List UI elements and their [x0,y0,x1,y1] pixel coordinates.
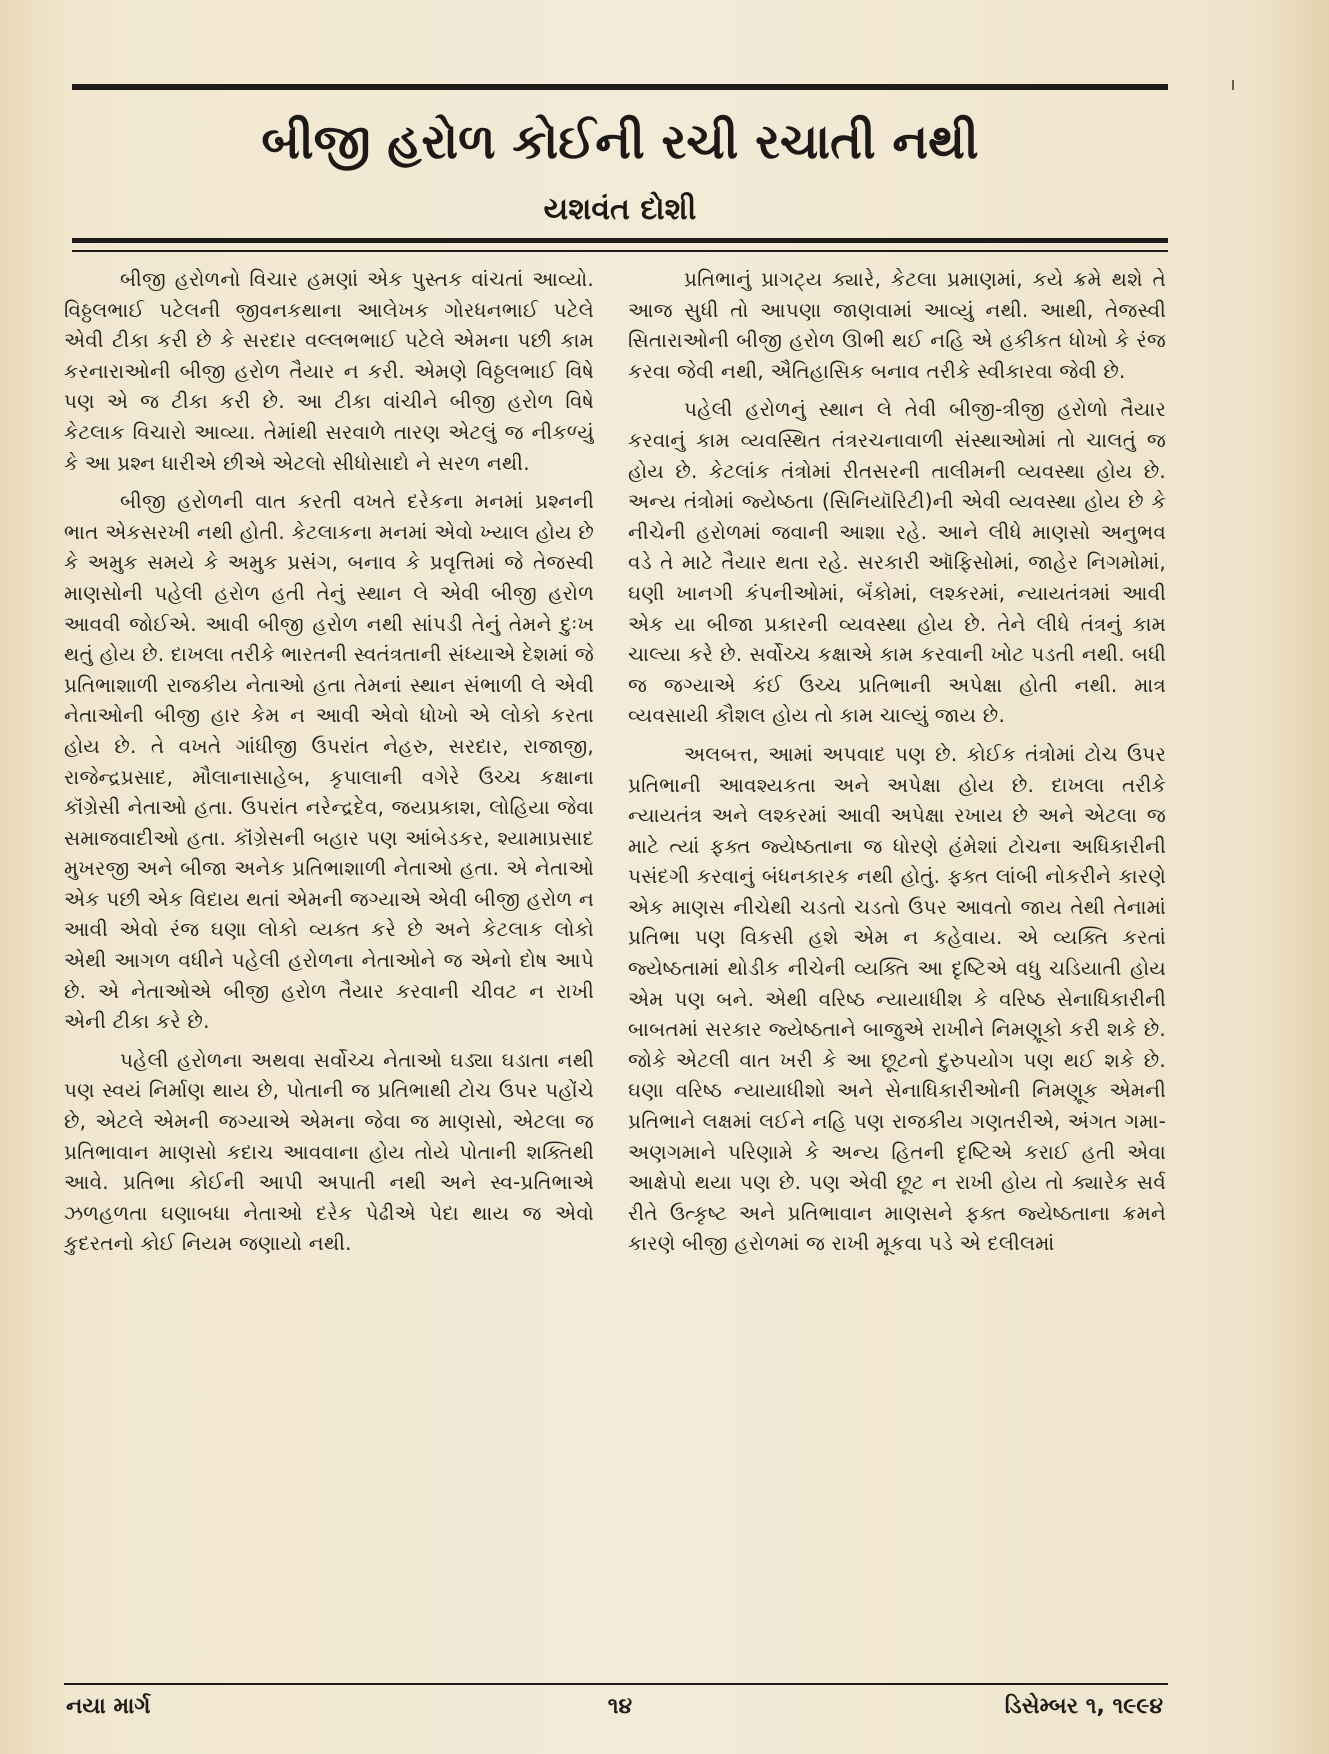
top-rule [72,84,1168,90]
author-byline: યશવંત દોશી [543,192,697,227]
publication-name: નયા માર્ગ [66,1694,151,1719]
paragraph: પહેલી હરોળના અથવા સર્વોચ્ચ નેતાઓ ઘડ્યા ઘડાતા નથી પણ સ્વયં નિર્માણ થાય છે, પોતાની જ પ્રતિભાથી ટોચ ઉપર પહોંચે છે, એટલે એમની જગ્યાએ એમના જેવા જ માણસો, એટલા જ પ્રતિભાવાન માણસો કદાચ આવવાના હોય તોયે પોતાની શક્તિથી આવે. પ્રતિભા કોઈની આપી અપાતી નથી અને સ્વ-પ્રતિભાએ ઝળહળતા ઘણાબધા નેતાઓ દરેક પેઢીએ પેદા થાય જ એવો કુદરતનો કોઈ નિયમ જણાયો નથી. [64,1047,594,1256]
paragraph: પહેલી હરોળનું સ્થાન લે તેવી બીજી-ત્રીજી હરોળો તૈયાર કરવાનું કામ વ્યવસ્થિત તંત્રરચનાવાળી સંસ્થાઓમાં તો ચાલતું જ હોય છે. કેટલાંક તંત્રોમાં રીતસરની તાલીમની વ્યવસ્થા હોય છે. અન્ય તંત્રોમાં જ્યેષ્ઠતા (સિનિયૉરિટી)ની એવી વ્યવસ્થા હોય છે કે નીચેની હરોળમાં જવાની આશા રહે. આને લીધે માણસો અનુભવ વડે તે માટે તૈયાર થતા રહે. સરકારી ઑફિસોમાં, જાહેર નિગમોમાં, ઘણી ખાનગી કંપનીઓમાં, બૅંકોમાં, લશ્કરમાં, ન્યાયતંત્રમાં આવી એક યા બીજા પ્રકારની વ્યવસ્થા હોય છે. તેને લીધે તંત્રનું કામ ચાલ્યા કરે છે. સર્વોચ્ચ કક્ષાએ કામ કરવાની ખોટ પડતી નથી. બધી જ જગ્યાએ કંઈ ઉચ્ચ પ્રતિભાની અપેક્ષા હોતી નથી. માત્ર વ્યવસાયી કૌશલ હોય તો કામ ચાલ્યું જાય છે. [628,397,1166,728]
footer-rule [64,1683,1168,1685]
paragraph: બીજી હરોળનો વિચાર હમણાં એક પુસ્તક વાંચતાં આવ્યો. વિઠ્ઠલભાઈ પટેલની જીવનકથાના આલેખક ગોરધનભાઈ પટેલે એવી ટીકા કરી છે કે સરદાર વલ્લભભાઈ પટેલે એમના પછી કામ કરનારાઓની બીજી હરોળ તૈયાર ન કરી. એમણે વિઠ્ઠલભાઈ વિષે પણ એ જ ટીકા કરી છે. આ ટીકા વાંચીને બીજી હરોળ વિષે કેટલાક વિચારો આવ્યા. તેમાંથી સરવાળે તારણ એટલું જ નીકળ્યું કે આ પ્રશ્ન ધારીએ છીએ એટલો સીધોસાદો ને સરળ નથી. [64,267,594,475]
paragraph: પ્રતિભાનું પ્રાગટ્ય ક્યારે, કેટલા પ્રમાણમાં, કયે ક્રમે થશે તે આજ સુધી તો આપણા જાણવામાં આવ્યું નથી. આથી, તેજસ્વી સિતારાઓની બીજી હરોળ ઊભી થઈ નહિ એ હકીકત ધોખો કે રંજ કરવા જેવી નથી, ઐતિહાસિક બનાવ તરીકે સ્વીકારવા જેવી છે. [628,267,1166,383]
header-rule-thick [72,238,1168,243]
right-column [628,264,1166,1676]
header-rule-thin [72,250,1168,252]
paragraph: બીજી હરોળની વાત કરતી વખતે દરેકના મનમાં પ્રશ્નની ભાત એકસરખી નથી હોતી. કેટલાકના મનમાં એવો ખ્યાલ હોય છે કે અમુક સમયે કે અમુક પ્રસંગ, બનાવ કે પ્રવૃત્તિમાં જે તેજસ્વી માણસોની પહેલી હરોળ હતી તેનું સ્થાન લે એવી બીજી હરોળ આવવી જોઈએ. આવી બીજી હરોળ નથી સાંપડી તેનું તેમને દુઃખ થતું હોય છે. દાખલા તરીકે ભારતની સ્વતંત્રતાની સંધ્યાએ દેશમાં જે પ્રતિભાશાળી રાજકીય નેતાઓ હતા તેમનાં સ્થાન સંભાળી લે એવી નેતાઓની બીજી હાર કેમ ન આવી એવો ધોખો એ લોકો કરતા હોય છે. તે વખતે ગાંધીજી ઉપરાંત નેહરુ, સરદાર, રાજાજી, રાજેન્દ્રપ્રસાદ, મૌલાનાસાહેબ, કૃપાલાની વગેરે ઉચ્ચ કક્ષાના કૉંગ્રેસી નેતાઓ હતા. ઉપરાંત નરેન્દ્રદેવ, જયપ્રકાશ, લોહિયા જેવા સમાજવાદીઓ હતા. કૉંગ્રેસની બહાર પણ આંબેડકર, શ્યામાપ્રસાદ મુખરજી અને બીજા અનેક પ્રતિભાશાળી નેતાઓ હતા. એ નેતાઓ એક પછી એક વિદાય થતાં એમની જગ્યાએ એવી બીજી હરોળ ન આવી એવો રંજ ઘણા લોકો વ્યક્ત કરે છે અને કેટલાક લોકો એથી આગળ વધીને પહેલી હરોળના નેતાઓને જ એનો દોષ આપે છે. એ નેતાઓએ બીજી હરોળ તૈયાર કરવાની ચીવટ ન રાખી એની ટીકા કરે છે. [64,489,594,1034]
left-column [64,264,594,1676]
article-title: બીજી હરોળ કોઈની રચી રચાતી નથી [261,114,979,170]
issue-date: ડિસેમ્બર ૧, ૧૯૯૪ [1004,1694,1163,1719]
margin-mark [1232,80,1234,90]
paragraph: અલબત્ત, આમાં અપવાદ પણ છે. કોઈક તંત્રોમાં ટોચ ઉપર પ્રતિભાની આવશ્યકતા અને અપેક્ષા હોય છે. દાખલા તરીકે ન્યાયતંત્ર અને લશ્કરમાં આવી અપેક્ષા રખાય છે અને એટલા જ માટે ત્યાં ફક્ત જ્યેષ્ઠતાના જ ધોરણે હંમેશાં ટોચના અધિકારીની પસંદગી કરવાનું બંધનકારક નથી હોતું. ફક્ત લાંબી નોકરીને કારણે એક માણસ નીચેથી ચડતો ચડતો ઉપર આવતો જાય તેથી તેનામાં પ્રતિભા પણ વિકસી હશે એમ ન કહેવાય. એ વ્યક્તિ કરતાં જ્યેષ્ઠતામાં થોડીક નીચેની વ્યક્તિ આ દૃષ્ટિએ વધુ ચડિયાતી હોય એમ પણ બને. એથી વરિષ્ઠ ન્યાયાધીશ કે વરિષ્ઠ સેનાધિકારીની બાબતમાં સરકાર જ્યેષ્ઠતાને બાજુએ રાખીને નિમણૂકો કરી શકે છે. જોકે એટલી વાત ખરી કે આ છૂટનો દુરુપયોગ પણ થઈ શકે છે. ઘણા વરિષ્ઠ ન્યાયાધીશો અને સેનાધિકારીઓની નિમણૂક એમની પ્રતિભાને લક્ષમાં લઈને નહિ પણ રાજકીય ગણતરીએ, અંગત ગમા-અણગમાને પરિણામે કે અન્ય હિતની દૃષ્ટિએ કરાઈ હતી એવા આક્ષેપો થયા પણ છે. પણ એવી છૂટ ન રાખી હોય તો ક્યારેક સર્વ રીતે ઉત્કૃષ્ટ અને પ્રતિભાવાન માણસને ફક્ત જ્યેષ્ઠતાના ક્રમને કારણે બીજી હરોળમાં જ રાખી મૂકવા પડે એ દલીલમાં [628,741,1166,1256]
page-number: ૧૪ [607,1694,633,1719]
